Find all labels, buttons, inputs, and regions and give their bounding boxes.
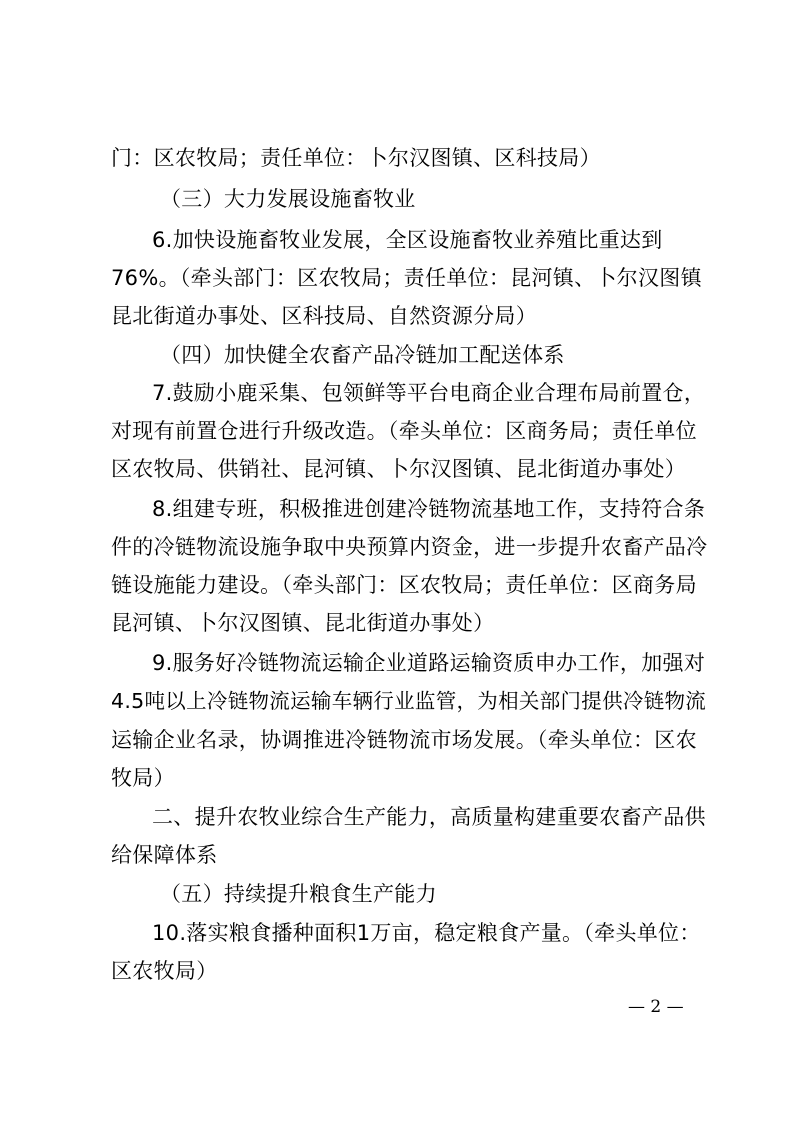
text-line: 门：区农牧局；责任单位：卜尔汉图镇、区科技局）	[111, 146, 601, 170]
text-line: 运输企业名录，协调推进冷链物流市场发展。（牵头单位：区农	[111, 728, 697, 752]
section-heading: （五）持续提升粮食生产能力	[160, 882, 437, 906]
section-heading: （四）加快健全农畜产品冷链加工配送体系	[160, 343, 565, 367]
section-heading: （三）大力发展设施畜牧业	[160, 187, 416, 211]
text-line: 件的冷链物流设施争取中央预算内资金，进一步提升农畜产品冷	[111, 535, 708, 559]
text-line: 区农牧局）	[111, 959, 218, 983]
page-number: — 2 —	[628, 997, 684, 1017]
text-line: 10.落实粮食播种面积1万亩，稳定粮食产量。（牵头单位：	[152, 921, 701, 945]
text-line: 8.组建专班，积极推进创建冷链物流基地工作，支持符合条	[152, 497, 706, 521]
text-line: 链设施能力建设。（牵头部门：区农牧局；责任单位：区商务局	[111, 573, 697, 597]
text-line: 区农牧局、供销社、昆河镇、卜尔汉图镇、昆北街道办事处）	[111, 457, 687, 481]
text-line: 昆河镇、卜尔汉图镇、昆北街道办事处）	[111, 611, 495, 635]
chapter-heading: 二、提升农牧业综合生产能力，高质量构建重要农畜产品供	[152, 805, 706, 829]
text-line: 牧局）	[111, 766, 175, 790]
text-line: 9.服务好冷链物流运输企业道路运输资质申办工作，加强对	[152, 651, 706, 675]
text-line: 对现有前置仓进行升级改造。（牵头单位：区商务局；责任单位	[111, 419, 697, 443]
text-line: 76%。（牵头部门：区农牧局；责任单位：昆河镇、卜尔汉图镇	[111, 266, 702, 290]
text-line: 7.鼓励小鹿采集、包领鲜等平台电商企业合理布局前置仓，	[152, 381, 706, 405]
text-line: 6.加快设施畜牧业发展，全区设施畜牧业养殖比重达到	[152, 228, 663, 252]
text-line: 昆北街道办事处、区科技局、自然资源分局）	[111, 304, 537, 328]
text-line: 4.5吨以上冷链物流运输车辆行业监管，为相关部门提供冷链物流	[111, 689, 707, 713]
chapter-heading: 给保障体系	[111, 843, 218, 867]
